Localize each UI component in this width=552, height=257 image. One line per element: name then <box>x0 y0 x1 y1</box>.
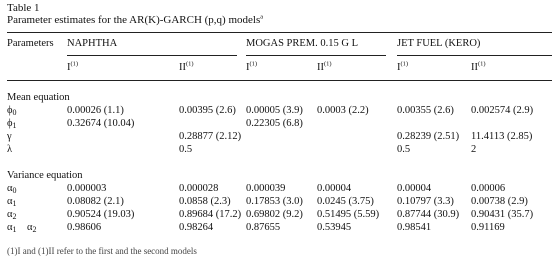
row-label: $\alpha_1$ $\alpha_2$ <box>7 222 37 234</box>
sub-header-naphtha-ii: II$^{(1)}$ <box>179 60 194 73</box>
table-cell: 0.90524 (19.03) <box>67 209 135 220</box>
table-cell: 0.0003 (2.2) <box>317 105 369 116</box>
table-cell: 0.98541 <box>397 222 432 233</box>
table-cell: 0.000003 <box>67 183 107 194</box>
table-cell: 0.69802 (9.2) <box>246 209 303 220</box>
row-label: $\alpha_0$ <box>7 183 17 195</box>
group-header-jet-fuel: JET FUEL (KERO) <box>397 38 481 49</box>
table-cell: 0.000039 <box>246 183 286 194</box>
group-underline-jet-fuel <box>397 55 552 56</box>
section-title-variance: Variance equation <box>7 170 83 181</box>
sub-header-jet-ii: II$^{(1)}$ <box>471 60 486 73</box>
table-cell: 0.90431 (35.7) <box>471 209 534 220</box>
sub-header-mogas-ii: II$^{(1)}$ <box>317 60 332 73</box>
section-title-mean: Mean equation <box>7 92 70 103</box>
row-label: λ <box>7 144 13 155</box>
table-cell: 0.10797 (3.3) <box>397 196 454 207</box>
table-cell: 0.00004 <box>397 183 432 194</box>
table-cell: 0.51495 (5.59) <box>317 209 380 220</box>
group-header-naphtha: NAPHTHA <box>67 38 118 49</box>
row-label: $\alpha_2$ <box>7 209 17 221</box>
table-cell: 0.5 <box>397 144 411 155</box>
group-header-mogas: MOGAS PREM. 0.15 G L <box>246 38 359 49</box>
row-label: $\phi_0$ <box>7 105 17 117</box>
table-cell: 0.00004 <box>317 183 352 194</box>
table-cell: 0.002574 (2.9) <box>471 105 534 116</box>
table-cell: 11.4113 (2.85) <box>471 131 533 142</box>
table-number: Table 1 <box>7 2 40 14</box>
table-cell: 0.28239 (2.51) <box>397 131 460 142</box>
table-footnote: (1)I and (1)II refer to the first and the second models <box>7 246 197 256</box>
table-cell: 0.17853 (3.0) <box>246 196 303 207</box>
table-cell: 0.53945 <box>317 222 352 233</box>
group-underline-mogas <box>246 55 386 56</box>
parameters-header: Parameters <box>7 38 54 49</box>
table-cell: 0.32674 (10.04) <box>67 118 135 129</box>
table-cell: 0.28877 (2.12) <box>179 131 242 142</box>
table-cell: 0.0858 (2.3) <box>179 196 231 207</box>
table-cell: 0.87655 <box>246 222 281 233</box>
header-rule <box>7 80 552 81</box>
table-title: Parameter estimates for the AR(K)-GARCH (p,q) models$^a$ <box>7 13 264 26</box>
table-cell: 0.87744 (30.9) <box>397 209 460 220</box>
table-cell: 0.22305 (6.8) <box>246 118 303 129</box>
sub-header-mogas-i: $I^{(1)}$ <box>246 60 258 73</box>
group-underline-naphtha <box>67 55 237 56</box>
table-cell: 0.00026 (1.1) <box>67 105 124 116</box>
table-cell: 0.91169 <box>471 222 505 233</box>
table-cell: 0.08082 (2.1) <box>67 196 124 207</box>
table-cell: 0.00738 (2.9) <box>471 196 528 207</box>
sub-header-naphtha-i: $I^{(1)}$ <box>67 60 79 73</box>
table-cell: 0.98264 <box>179 222 214 233</box>
row-label: $\alpha_1$ <box>7 196 17 208</box>
table-cell: 0.00006 <box>471 183 506 194</box>
table-cell: 0.00355 (2.6) <box>397 105 454 116</box>
table-cell: 0.000028 <box>179 183 219 194</box>
table-cell: 0.5 <box>179 144 193 155</box>
top-rule <box>7 32 552 33</box>
table-cell: 2 <box>471 144 477 155</box>
row-label: $\phi_1$ <box>7 118 17 130</box>
row-label: γ <box>7 131 12 142</box>
table-cell: 0.98606 <box>67 222 102 233</box>
table-cell: 0.00395 (2.6) <box>179 105 236 116</box>
table-cell: 0.00005 (3.9) <box>246 105 303 116</box>
table-cell: 0.0245 (3.75) <box>317 196 374 207</box>
sub-header-jet-i: $I^{(1)}$ <box>397 60 409 73</box>
table-cell: 0.89684 (17.2) <box>179 209 242 220</box>
